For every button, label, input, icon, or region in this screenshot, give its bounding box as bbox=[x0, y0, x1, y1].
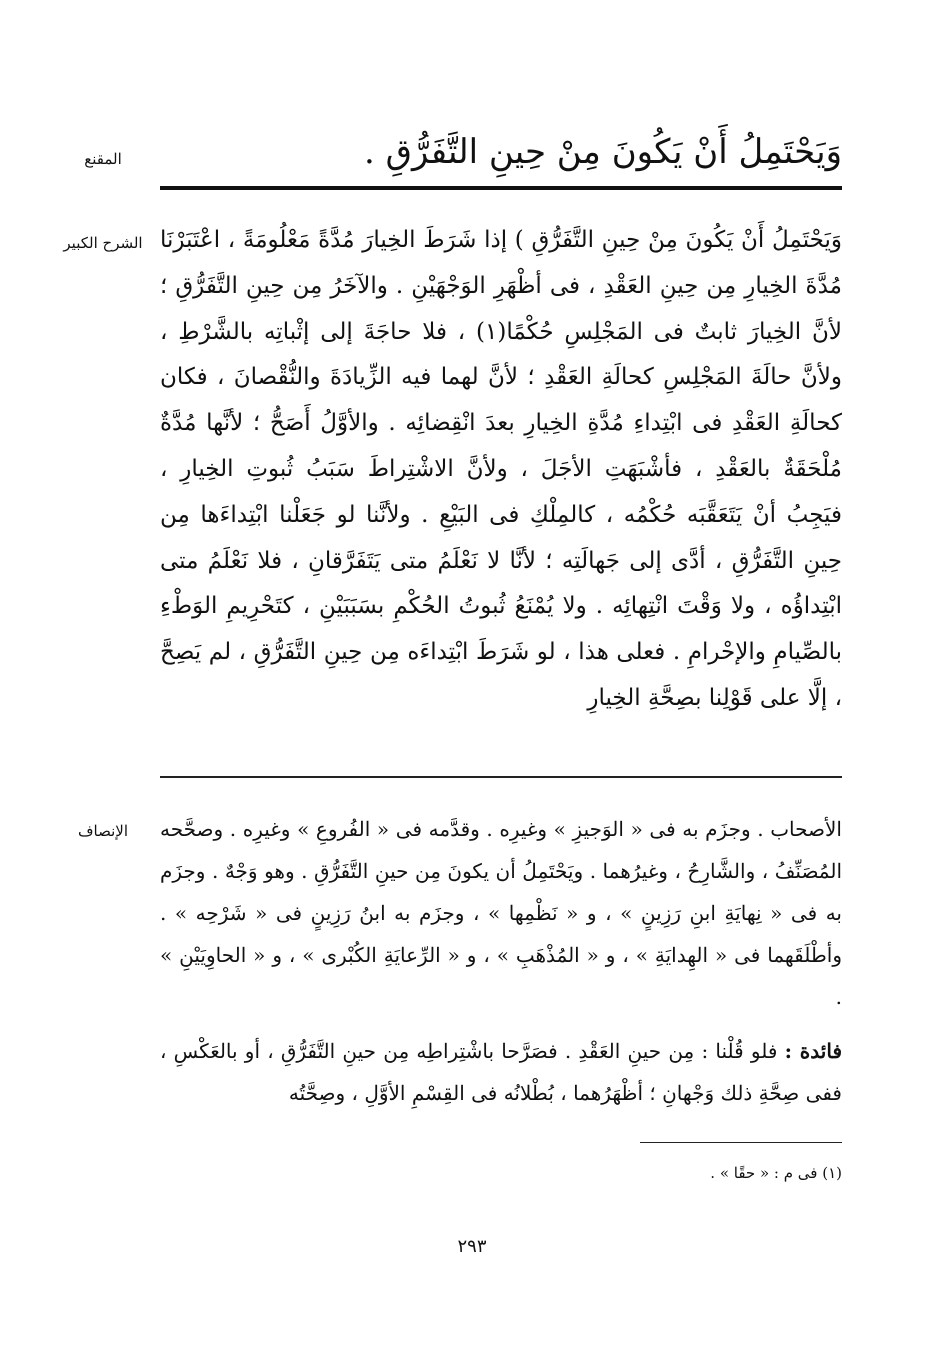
side-label-insaf: الإنصاف bbox=[77, 822, 129, 840]
section-divider bbox=[160, 776, 842, 778]
side-label-muqni: المقنع bbox=[84, 150, 122, 168]
title-divider bbox=[160, 186, 842, 190]
footnote: (١) فى م : « حقًا » . bbox=[710, 1164, 842, 1182]
main-commentary-text: وَيَحْتَمِلُ أَنْ يَكُونَ مِنْ حِينِ التَّفَرُّقِ ) إذا شَرَطَ الخِيارَ مُدَّةً مَعْلُومَةً ، اعْتَبَرْنَا مُدَّةَ الخِيارِ مِن حِينِ العَقْدِ ، فى أظْهَرِ الوَجْهَيْنِ . والآخَرُ مِن حِينِ التَّفَرُّقِ ؛ لأنَّ الخِيارَ ثابتٌ فى المَجْلِسِ حُكْمًا(١) ، فلا حاجَةَ إلى إثْباتِه بالشَّرْطِ ، ولأنَّ حالَةَ المَجْلِسِ كحالَةِ العَقْدِ ؛ لأنَّ لهما فيه الزِّيادَةَ والنُّقْصانَ ، فكان كحالَةِ العَقْدِ فى ابْتِداءِ مُدَّةِ الخِيارِ بعدَ انْقِضائِه . والأوَّلُ أَصَحُّ ؛ لأنَّها مُدَّةٌ مُلْحَقَةٌ بالعَقْدِ ، فأشْبَهَتِ الأجَلَ ، ولأنَّ الاشْتِراطَ سَبَبُ ثُبوتِ الخِيارِ ، فيَجِبُ أنْ يَتَعَقَّبَه حُكْمُه ، كالمِلْكِ فى البَيْعِ . ولأنَّنا لو جَعَلْنا ابْتِداءَها مِن حِينِ التَّفَرُّقِ ، أدَّى إلى جَهالَتِه ؛ لأنَّا لا نَعْلَمُ متى يَتَفَرَّقانِ ، فلا نَعْلَمُ متى ابْتِداؤُه ، ولا وَقْتَ انْتِهائِه . ولا يُمْنَعُ ثُبوتُ الحُكْمِ بسَبَبَيْنِ ، كتَحْرِيمِ الوَطْءِ بالصِّيامِ والإحْرامِ . فعلى هذا ، لو شَرَطَ ابْتِداءَه مِن حِينِ التَّفَرُّقِ ، لم يَصِحَّ ، إلَّا على قَوْلِنا بصِحَّةِ الخِيارِ bbox=[160, 227, 842, 711]
insaf-paragraph: الأصحاب . وجزَم به فى « الوَجيزِ » وغيرِه . وقدَّمه فى « الفُروعِ » وغيرِه . وصحَّحه المُصَنِّفُ ، والشَّارِحُ ، وغيرُهما . ويَحْتَمِلُ أن يكونَ مِن حينِ التَّفَرُّقِ . وهو وَجْهٌ . وجزَم به فى « نِهايَةِ ابنِ رَزِينٍ » ، و « نَظْمِها » ، وجزَم به ابنُ رَزِينٍ فى « شَرْحِه » . وأطْلَقَهما فى « الهِدايَةِ » ، و « المُذْهَبِ » ، و « الرِّعايَةِ الكُبْرى » ، و « الحاوِيَيْنِ » . bbox=[160, 817, 842, 1009]
side-label-sharh: الشرح الكبير bbox=[63, 234, 143, 252]
page-number: ٢٩٣ bbox=[457, 1236, 487, 1257]
insaf-text bbox=[160, 808, 842, 1018]
footnote-divider bbox=[640, 1142, 842, 1143]
faida-note bbox=[160, 1030, 842, 1114]
faida-label: فائدة : bbox=[784, 1039, 843, 1063]
page-title: وَيَحْتَمِلُ أَنْ يَكُونَ مِنْ حِينِ التَّفَرُّقِ . bbox=[364, 132, 842, 172]
faida-text: فلو قُلْنا : مِن حينِ العَقْدِ . فصَرَّحا باشْتِراطِه مِن حينِ التَّفَرُّقِ ، أو بالعَكْسِ ، ففى صِحَّةِ ذلك وَجْهانِ ؛ أظْهَرُهما ، بُطْلانُه فى القِسْمِ الأوَّلِ ، وصِحَّتُه bbox=[160, 1039, 842, 1105]
